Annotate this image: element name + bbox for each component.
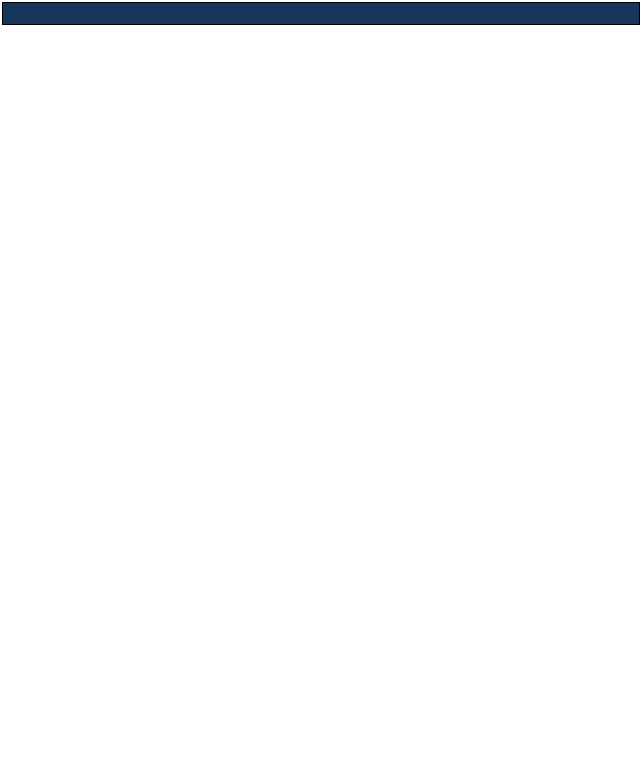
- table-title: [3, 3, 640, 25]
- salary-table: [2, 2, 640, 25]
